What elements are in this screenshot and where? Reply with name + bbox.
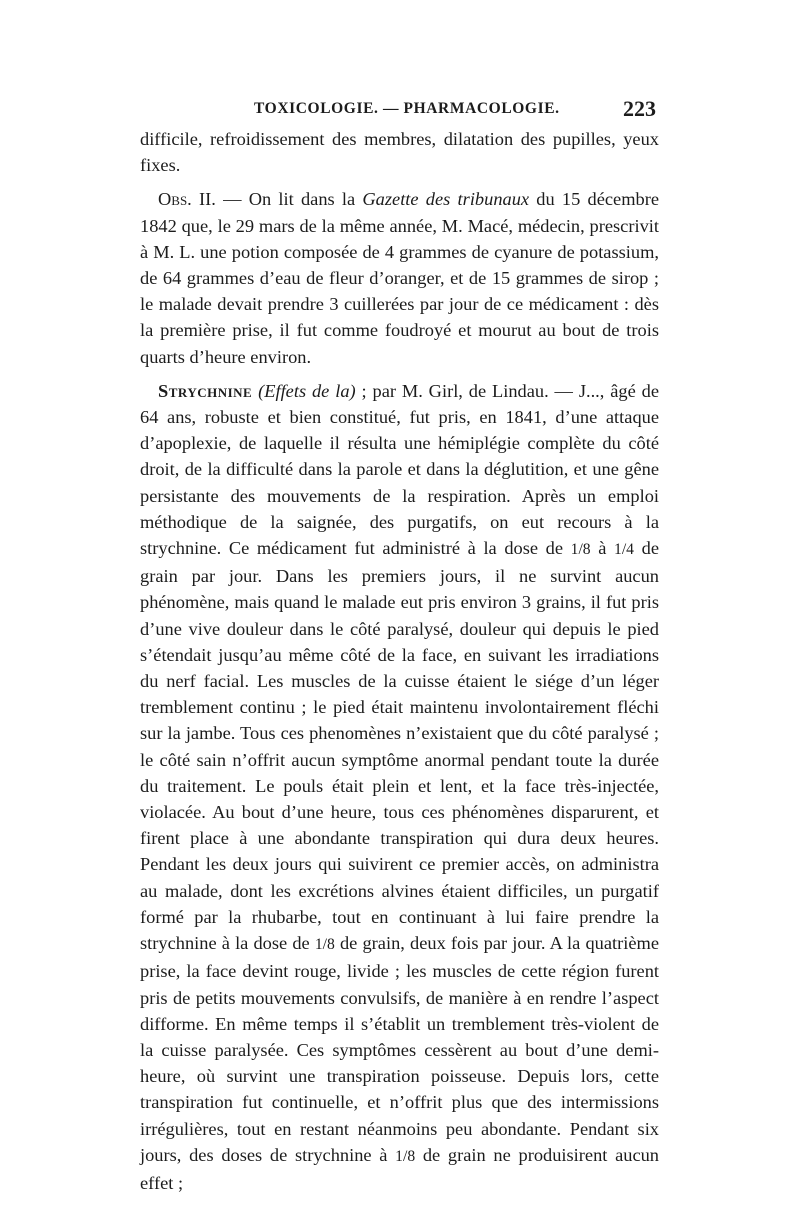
paragraph-text-part: à — [590, 538, 615, 559]
dose-fraction: 1/8 — [314, 936, 335, 954]
cited-journal: Gazette des tribunaux — [362, 189, 530, 210]
paragraph-text-part: de grain, deux fois par jour. A la quatrième prise, la face devint rouge, livide ; les muscles de cette région furent pris de petits mouvements convulsifs, de manière à en rendre l’aspect difforme. En même temps il s’établit un tremblement très-violent de la cuisse paralysée. Ces symptômes cessèrent au bout d’une demi-heure, où survint une transpiration poisseuse. Depuis lors, cette transpiration fut continuelle, et n’offrit plus que des intermissions irrégulières, tout en restant néanmoins peu abondante. Pendant six jours, des doses de strychnine à — [140, 933, 659, 1165]
paragraph-text-part: de grain ne produisirent aucun effet ; — [140, 1144, 659, 1193]
dose-fraction: 1/8 — [570, 541, 591, 559]
body-text — [140, 126, 659, 1196]
paragraph-strychnine — [140, 378, 659, 1196]
paragraph-continuation — [140, 126, 659, 178]
paragraph-observation-2 — [140, 186, 659, 369]
dose-fraction: 1/4 — [614, 541, 634, 559]
dose-fraction: 1/8 — [395, 1147, 416, 1165]
paragraph-text: difficile, refroidissement des membres, dilatation des pupilles, yeux fixes. — [140, 129, 659, 176]
paragraph-text: du 15 décembre 1842 que, le 29 mars de la même année, M. Macé, médecin, prescrivit à M. L. une potion composée de 4 grammes de cyanure de potassium, de 64 grammes d’eau de fleur d’oranger, et de 15 grammes de sirop ; le malade devait prendre 3 cuillerées par jour de ce médicament : dès la première prise, il fut comme foudroyé et mourut au bout de trois quarts d’heure environ. — [140, 189, 660, 367]
paragraph-text-part: de grain par jour. Dans les premiers jours, il ne survint aucun phénomène, mais quand le malade eut pris environ 3 grains, il fut pris d’une vive douleur dans le côté paralysé, douleur qui depuis le pied s’étendait jusqu’au même côté de la face, en suivant les irradiations du nerf facial. Les muscles de la cuisse étaient le siége d’un léger tremblement continu ; le pied était maintenu involontairement fléchi sur la jambe. Tous ces phenomènes n’existaient que du côté paralysé ; le côté sain n’offrit aucun symptôme anormal pendant toute la durée du traitement. Le pouls était plein et lent, et la face très-injectée, violacée. Au bout d’une heure, tous ces phénomènes disparurent, et firent place à une abondante transpiration qui dura deux heures. Pendant les deux jours qui suivirent ce premier accès, on administra au malade, dont les excrétions alvines étaient difficiles, un purgatif formé par la rhubarbe, tout en continuant à lui faire prendre la strychnine à la dose de — [140, 538, 659, 954]
paragraph-text-part: ; par M. Girl, de Lindau. — J..., âgé de 64 ans, robuste et bien constitué, fut pris, en 1841, d’une attaque d’apoplexie, de laquelle il résulta une hémiplégie complète du côté droit, de la difficulté dans la parole et dans la déglutition, et une gêne persistante des mouvements de la respiration. Après un emploi méthodique de la saignée, des purgatifs, on eut recours à la strychnine. Ce médicament fut administré à la dose de — [140, 380, 659, 559]
running-title: TOXICOLOGIE. — PHARMACOLOGIE. — [254, 100, 560, 117]
paragraph-text-lead: — On lit dans la — [215, 189, 363, 210]
page-number: 223 — [623, 96, 656, 121]
running-header — [140, 98, 660, 124]
observation-label: Obs. II. — [158, 189, 216, 210]
section-subtitle: (Effets de la) — [258, 380, 356, 401]
section-heading: Strychnine — [158, 380, 253, 401]
